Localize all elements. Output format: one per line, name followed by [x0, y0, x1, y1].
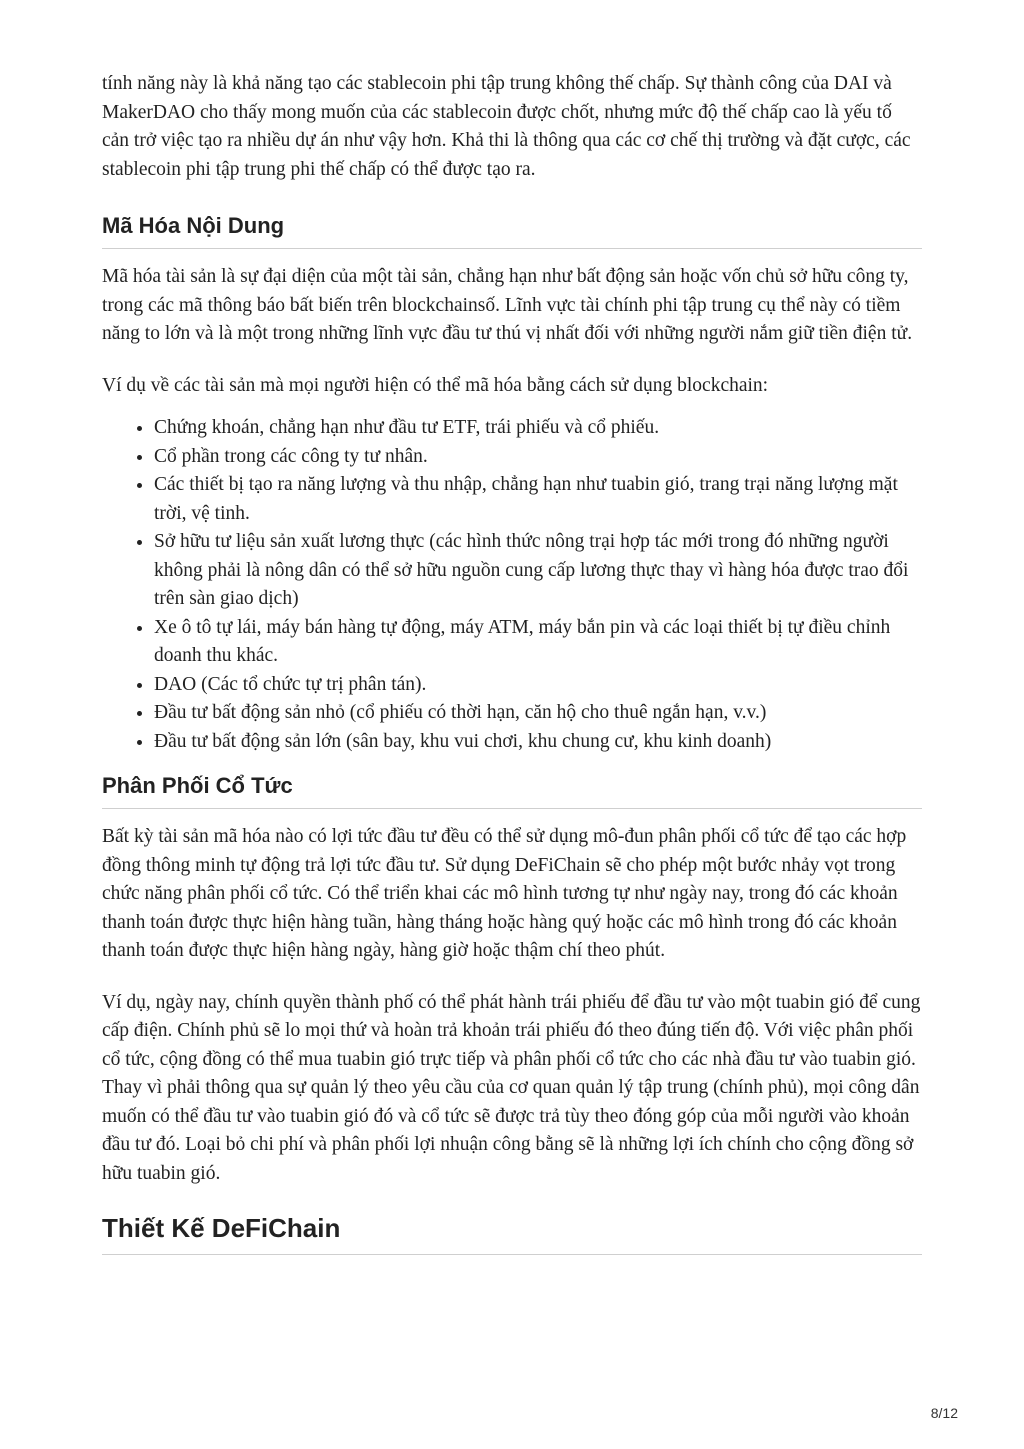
list-item: • Sở hữu tư liệu sản xuất lương thực (các hình thức nông trại hợp tác mới trong đó những người không phải là nông dân có thể sở hữu nguồn cung cấp lương thực thay vì hàng hóa được trao đổi trên sàn giao dịch): [154, 528, 922, 614]
list-item: • DAO (Các tổ chức tự trị phân tán).: [154, 671, 922, 700]
dividends-paragraph-1: Bất kỳ tài sản mã hóa nào có lợi tức đầu tư đều có thể sử dụng mô-đun phân phối cổ tức để tạo các hợp đồng thông minh tự động trả lợi tức đầu tư. Sử dụng DeFiChain sẽ cho phép một bước nhảy vọt trong chức năng phân phối cổ tức. Có thể triển khai các mô hình tương tự như ngày nay, trong đó các khoản thanh toán được thực hiện hàng tuần, hàng tháng hoặc hàng quý hoặc các mô hình trong đó các khoản thanh toán được thực hiện hàng ngày, hàng giờ hoặc thậm chí theo phút.: [102, 826, 907, 961]
design-heading: Thiết Kế DeFiChain: [102, 1212, 922, 1255]
list-item: • Xe ô tô tự lái, máy bán hàng tự động, máy ATM, máy bắn pin và các loại thiết bị tự điều chỉnh doanh thu khác.: [154, 614, 922, 671]
list-item: • Chứng khoán, chẳng hạn như đầu tư ETF, trái phiếu và cổ phiếu.: [154, 414, 922, 443]
tokenization-paragraph-1: Mã hóa tài sản là sự đại diện của một tài sản, chẳng hạn như bất động sản hoặc vốn chủ sở hữu công ty, trong các mã thông báo bất biến trên blockchainsố. Lĩnh vực tài chính phi tập trung cụ thể này có tiềm năng to lớn và là một trong những lĩnh vực đầu tư thú vị nhất đối với những người nắm giữ tiền điện tử.: [102, 266, 913, 344]
asset-examples-list: [102, 414, 922, 756]
page-number: 8/12: [930, 1405, 958, 1421]
tokenization-section: [102, 212, 922, 756]
tokenization-heading: Mã Hóa Nội Dung: [102, 212, 922, 249]
list-item: • Cổ phần trong các công ty tư nhân.: [154, 443, 922, 472]
list-item: • Đầu tư bất động sản lớn (sân bay, khu vui chơi, khu chung cư, khu kinh doanh): [154, 728, 922, 757]
tokenization-paragraph-2: Ví dụ về các tài sản mà mọi người hiện có thể mã hóa bằng cách sử dụng blockchain:: [102, 374, 769, 396]
list-item: • Đầu tư bất động sản nhỏ (cổ phiếu có thời hạn, căn hộ cho thuê ngắn hạn, v.v.): [154, 699, 922, 728]
dividends-heading: Phân Phối Cổ Tức: [102, 772, 922, 809]
dividends-paragraph-2: Ví dụ, ngày nay, chính quyền thành phố có thể phát hành trái phiếu để đầu tư vào một tuabin gió để cung cấp điện. Chính phủ sẽ lo mọi thứ và hoàn trả khoản trái phiếu đó theo đúng tiến độ. Với việc phân phối cổ tức, cộng đồng có thể mua tuabin gió trực tiếp và phân phối cổ tức cho các nhà đầu tư vào tuabin gió. Thay vì phải thông qua sự quản lý theo yêu cầu của cơ quan quản lý tập trung (chính phủ), mọi công dân muốn có thể đầu tư vào tuabin gió đó và cổ tức sẽ được trả tùy theo đóng góp của mỗi người vào khoản đầu tư đó. Loại bỏ chi phí và phân phối lợi nhuận công bằng sẽ là những lợi ích chính cho cộng đồng sở hữu tuabin gió.: [102, 991, 921, 1184]
document-page: [102, 70, 922, 1255]
dividends-section: [102, 772, 922, 1188]
design-section: [102, 1212, 922, 1255]
intro-paragraph: tính năng này là khả năng tạo các stablecoin phi tập trung không thế chấp. Sự thành công của DAI và MakerDAO cho thấy mong muốn của các stablecoin được chốt, nhưng mức độ thế chấp cao là yếu tố cản trở việc tạo ra nhiều dự án như vậy hơn. Khả thi là thông qua các cơ chế thị trường và đặt cược, các stablecoin phi tập trung phi thế chấp có thể được tạo ra.: [102, 73, 911, 180]
list-item: • Các thiết bị tạo ra năng lượng và thu nhập, chẳng hạn như tuabin gió, trang trại năng lượng mặt trời, vệ tinh.: [154, 471, 922, 528]
